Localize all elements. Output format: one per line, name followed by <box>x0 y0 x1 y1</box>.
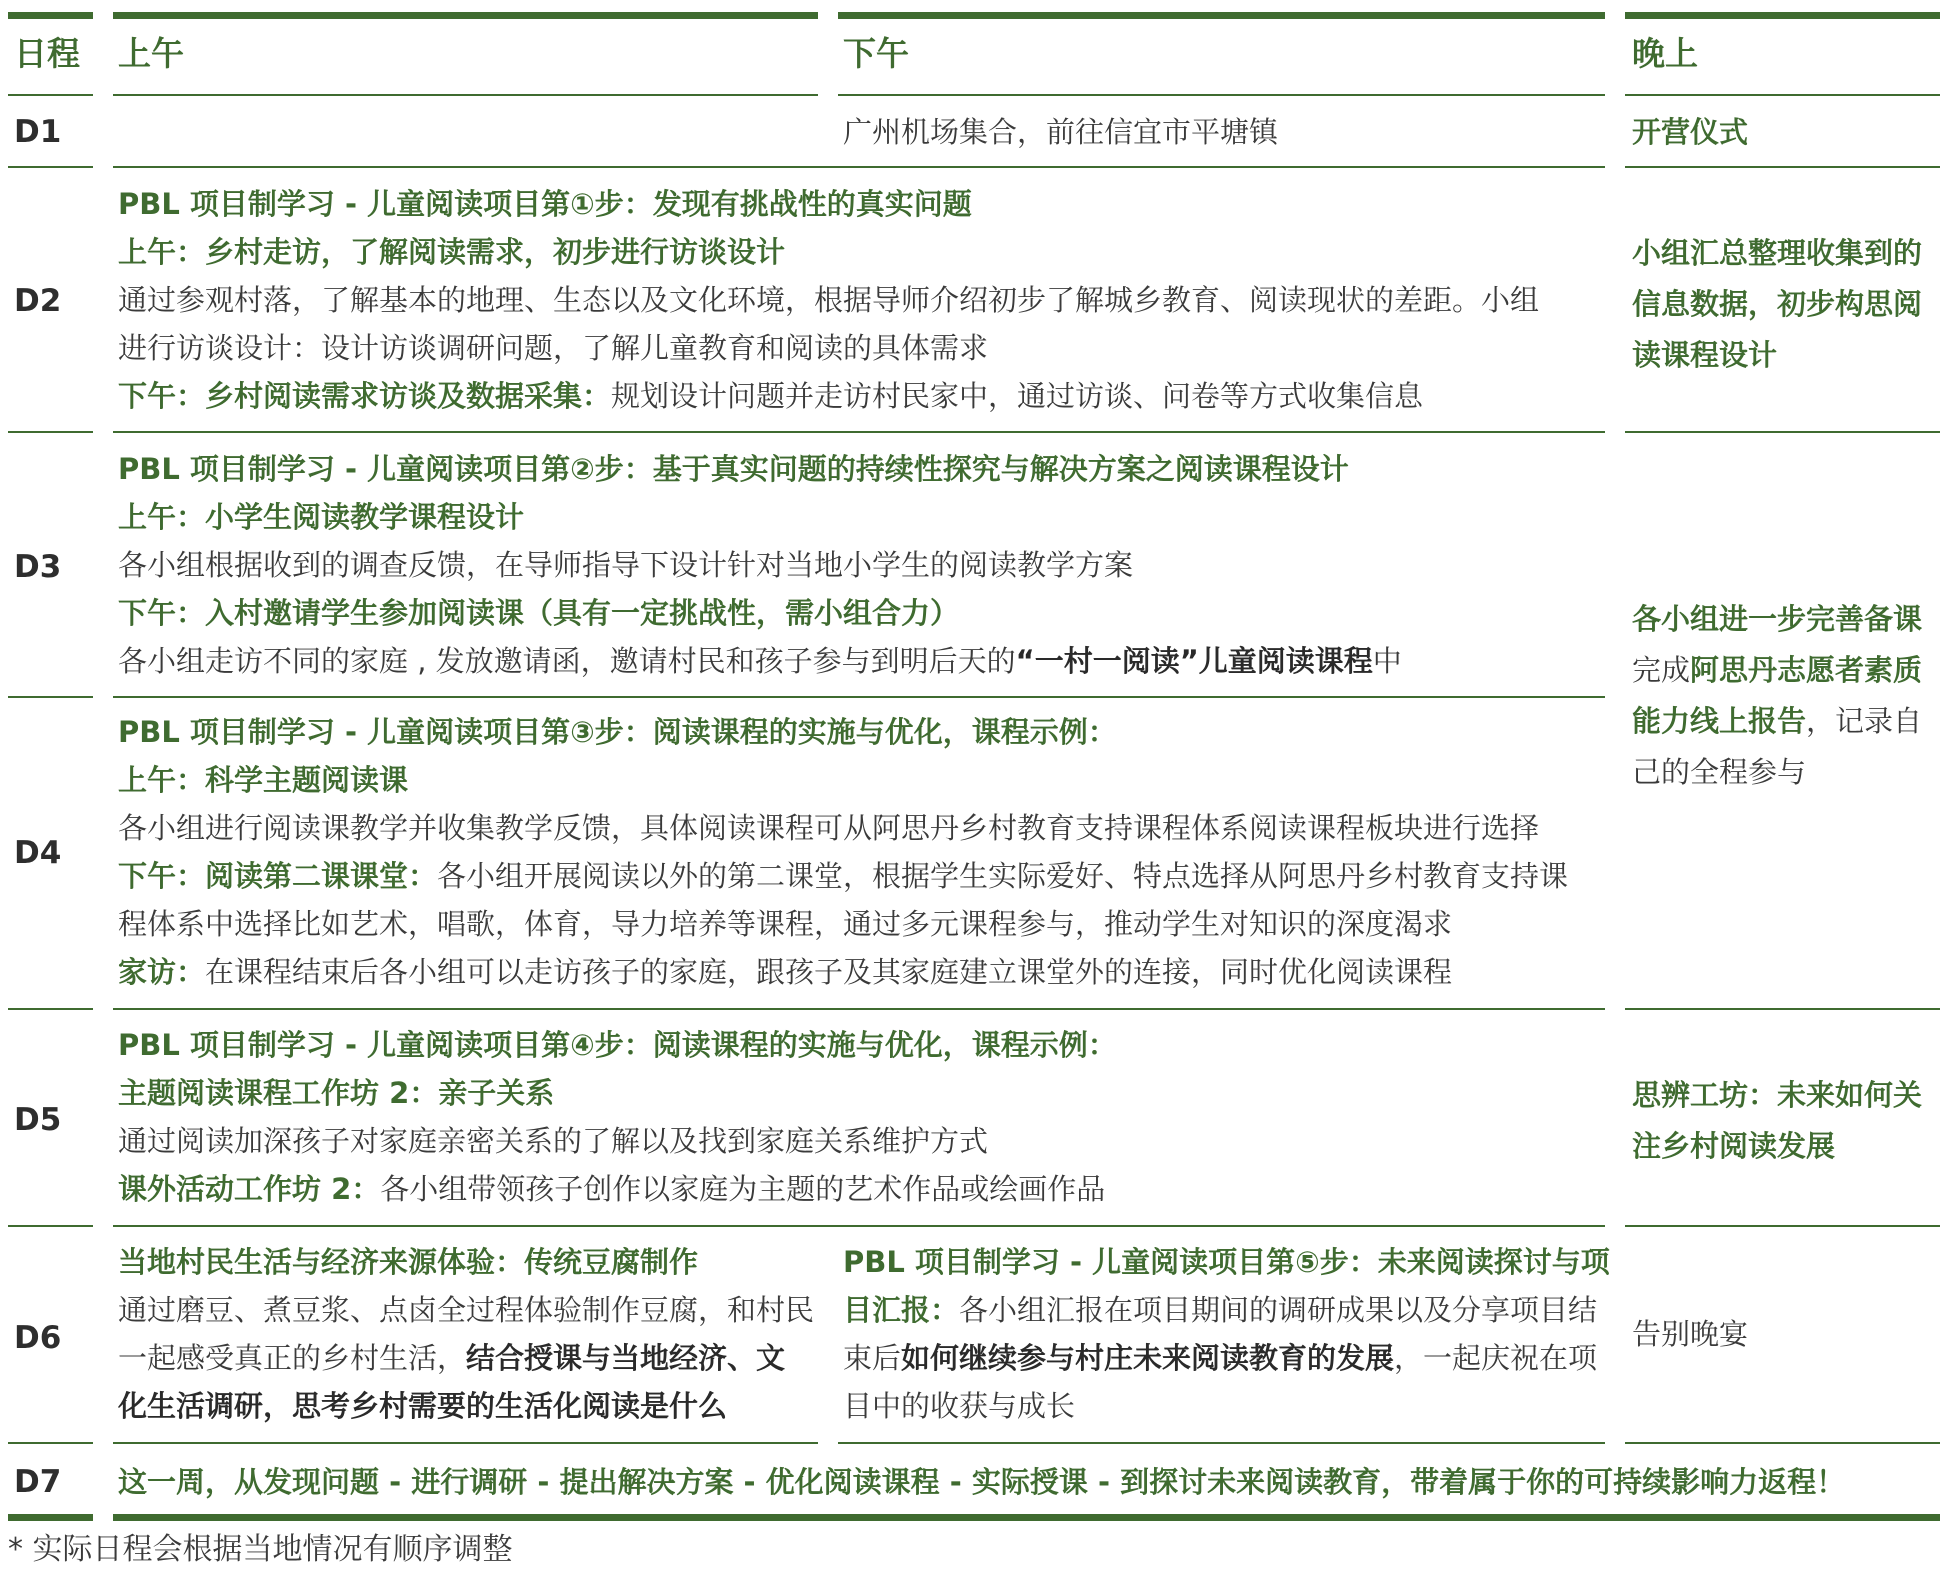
d6-afternoon-desc: 束后 <box>843 1341 902 1375</box>
d6-morning <box>118 1238 814 1430</box>
d4-morning-title: 上午：科学主题阅读课 <box>118 763 409 797</box>
d6-afternoon <box>843 1238 1610 1430</box>
d6-morning-title: 当地村民生活与经济来源体验：传统豆腐制作 <box>118 1245 699 1279</box>
d2-evening-line: 小组汇总整理收集到的 <box>1632 236 1923 270</box>
top-rule-morning <box>113 12 818 19</box>
d3-d4-evening <box>1632 594 1922 798</box>
d4-visit-desc: 在课程结束后各小组可以走访孩子的家庭，跟孩子及其家庭建立课堂外的连接，同时优化阅读课程 <box>205 955 1453 989</box>
d2-evening-line: 信息数据，初步构思阅 <box>1632 287 1923 321</box>
d6-morning-bold: 化生活调研，思考乡村需要的生活化阅读是什么 <box>118 1389 728 1423</box>
header-evening: 晚上 <box>1632 34 1698 73</box>
d1-afternoon: 广州机场集合，前往信宜市平塘镇 <box>843 115 1279 149</box>
day-label-d2: D2 <box>14 283 62 319</box>
d6-step-title: 目汇报： <box>843 1293 960 1327</box>
day-label-d5: D5 <box>14 1102 62 1138</box>
d2-evening <box>1632 228 1922 381</box>
d34-evening-text: ，记录自 <box>1806 704 1923 738</box>
d3-program <box>118 445 1402 685</box>
d3-afternoon-title: 下午：入村邀请学生参加阅读课（具有一定挑战性，需小组合力） <box>118 596 960 630</box>
d6-afternoon-bold: 如何继续参与村庄未来阅读教育的发展 <box>901 1341 1395 1375</box>
row-divider-d3 <box>113 696 1605 698</box>
d34-evening-bold: 阿思丹志愿者素质 <box>1690 653 1923 687</box>
top-rule-evening <box>1625 12 1940 19</box>
row-divider-d2 <box>8 431 93 433</box>
d3-course-name: “一村一阅读”儿童阅读课程 <box>1015 644 1373 678</box>
header-divider <box>113 94 818 96</box>
d7-summary: 这一周，从发现问题 - 进行调研 - 提出解决方案 - 优化阅读课程 - 实际授课 - 到探讨未来阅读教育，带着属于你的可持续影响力返程！ <box>118 1465 1846 1499</box>
d2-evening-line: 读课程设计 <box>1632 338 1778 372</box>
d2-afternoon-title: 下午：乡村阅读需求访谈及数据采集： <box>118 379 612 413</box>
d6-afternoon-desc: 各小组汇报在项目期间的调研成果以及分享项目结 <box>959 1293 1598 1327</box>
day-label-d1: D1 <box>14 114 62 150</box>
row-divider-d5 <box>1625 1225 1940 1227</box>
bottom-rule <box>113 1514 1940 1521</box>
day-label-d4: D4 <box>14 835 62 871</box>
row-divider-d6 <box>8 1442 93 1444</box>
d4-step-title: PBL 项目制学习 - 儿童阅读项目第③步：阅读课程的实施与优化，课程示例： <box>118 715 1117 749</box>
d4-morning-desc: 各小组进行阅读课教学并收集教学反馈，具体阅读课程可从阿思丹乡村教育支持课程体系阅读课程板块进行选择 <box>118 811 1540 845</box>
row-divider-d2 <box>1625 431 1940 433</box>
top-rule-schedule <box>8 12 93 19</box>
row-divider-d6 <box>1625 1442 1940 1444</box>
d3-morning-desc: 各小组根据收到的调查反馈，在导师指导下设计针对当地小学生的阅读教学方案 <box>118 548 1134 582</box>
d2-program <box>118 180 1539 420</box>
row-divider-d1 <box>8 166 93 168</box>
d3-step-title: PBL 项目制学习 - 儿童阅读项目第②步：基于真实问题的持续性探究与解决方案之阅读课程设计 <box>118 452 1349 486</box>
header-morning: 上午 <box>118 34 184 73</box>
row-divider-d1 <box>1625 166 1940 168</box>
d4-program <box>118 708 1568 996</box>
d6-morning-desc: 一起感受真正的乡村生活， <box>118 1341 467 1375</box>
d4-afternoon-desc: 各小组开展阅读以外的第二课堂，根据学生实际爱好、特点选择从阿思丹乡村教育支持课 <box>437 859 1569 893</box>
bottom-rule <box>8 1514 93 1521</box>
day-label-d3: D3 <box>14 549 62 585</box>
day-label-d7: D7 <box>14 1464 62 1500</box>
d5-workshop-title: 主题阅读课程工作坊 2：亲子关系 <box>118 1076 555 1110</box>
d3-morning-title: 上午：小学生阅读教学课程设计 <box>118 500 525 534</box>
d5-workshop-desc: 通过阅读加深孩子对家庭亲密关系的了解以及找到家庭关系维护方式 <box>118 1124 989 1158</box>
header-divider <box>8 94 93 96</box>
d6-evening: 告别晚宴 <box>1632 1317 1749 1351</box>
header-divider <box>838 94 1605 96</box>
d6-step-title: PBL 项目制学习 - 儿童阅读项目第⑤步：未来阅读探讨与项 <box>843 1245 1610 1279</box>
top-rule-afternoon <box>838 12 1605 19</box>
header-afternoon: 下午 <box>843 34 909 73</box>
d34-evening-bold: 能力线上报告 <box>1632 704 1807 738</box>
row-divider-d5 <box>113 1225 1605 1227</box>
d5-evening-line: 思辨工坊：未来如何关 <box>1632 1078 1923 1112</box>
d3-afternoon-desc-end: 中 <box>1372 644 1402 678</box>
row-divider-d6 <box>838 1442 1605 1444</box>
d4-visit-title: 家访： <box>118 955 206 989</box>
header-schedule: 日程 <box>14 34 80 73</box>
d6-morning-bold: 结合授课与当地经济、文 <box>466 1341 786 1375</box>
d1-evening: 开营仪式 <box>1632 115 1749 149</box>
d2-step-title: PBL 项目制学习 - 儿童阅读项目第①步：发现有挑战性的真实问题 <box>118 187 972 221</box>
row-divider-d4 <box>1625 1008 1940 1010</box>
d5-step-title: PBL 项目制学习 - 儿童阅读项目第④步：阅读课程的实施与优化，课程示例： <box>118 1028 1117 1062</box>
d2-morning-desc: 进行访谈设计：设计访谈调研问题，了解儿童教育和阅读的具体需求 <box>118 331 989 365</box>
d6-morning-desc: 通过磨豆、煮豆浆、点卤全过程体验制作豆腐，和村民 <box>118 1293 815 1327</box>
d5-evening <box>1632 1070 1922 1172</box>
day-label-d6: D6 <box>14 1320 62 1356</box>
row-divider-d2 <box>113 431 1605 433</box>
d34-evening-line: 己的全程参与 <box>1632 755 1807 789</box>
d6-afternoon-desc: ，一起庆祝在项 <box>1394 1341 1598 1375</box>
row-divider-d3 <box>8 696 93 698</box>
d5-activity-desc: 各小组带领孩子创作以家庭为主题的艺术作品或绘画作品 <box>380 1172 1106 1206</box>
d5-program <box>118 1021 1117 1213</box>
row-divider-d4 <box>113 1008 1605 1010</box>
d34-evening-line: 各小组进一步完善备课 <box>1632 602 1923 636</box>
d4-afternoon-title: 下午：阅读第二课课堂： <box>118 859 438 893</box>
header-divider <box>1625 94 1940 96</box>
row-divider-d4 <box>8 1008 93 1010</box>
d3-afternoon-desc: 各小组走访不同的家庭 , 发放邀请函，邀请村民和孩子参与到明后天的 <box>118 644 1016 678</box>
d2-morning-title: 上午：乡村走访，了解阅读需求，初步进行访谈设计 <box>118 235 786 269</box>
d4-afternoon-desc: 程体系中选择比如艺术，唱歌，体育，导力培养等课程，通过多元课程参与，推动学生对知识的深度渴求 <box>118 907 1453 941</box>
row-divider-d6 <box>113 1442 818 1444</box>
d5-activity-title: 课外活动工作坊 2： <box>118 1172 381 1206</box>
row-divider-d1 <box>113 166 1605 168</box>
d5-evening-line: 注乡村阅读发展 <box>1632 1129 1836 1163</box>
d34-evening-text: 完成 <box>1632 653 1691 687</box>
d2-afternoon-desc: 规划设计问题并走访村民家中，通过访谈、问卷等方式收集信息 <box>611 379 1424 413</box>
d2-morning-desc: 通过参观村落，了解基本的地理、生态以及文化环境，根据导师介绍初步了解城乡教育、阅读现状的差距。小组 <box>118 283 1540 317</box>
d6-afternoon-desc: 目中的收获与成长 <box>843 1389 1076 1423</box>
row-divider-d5 <box>8 1225 93 1227</box>
footnote: * 实际日程会根据当地情况有顺序调整 <box>8 1532 513 1567</box>
